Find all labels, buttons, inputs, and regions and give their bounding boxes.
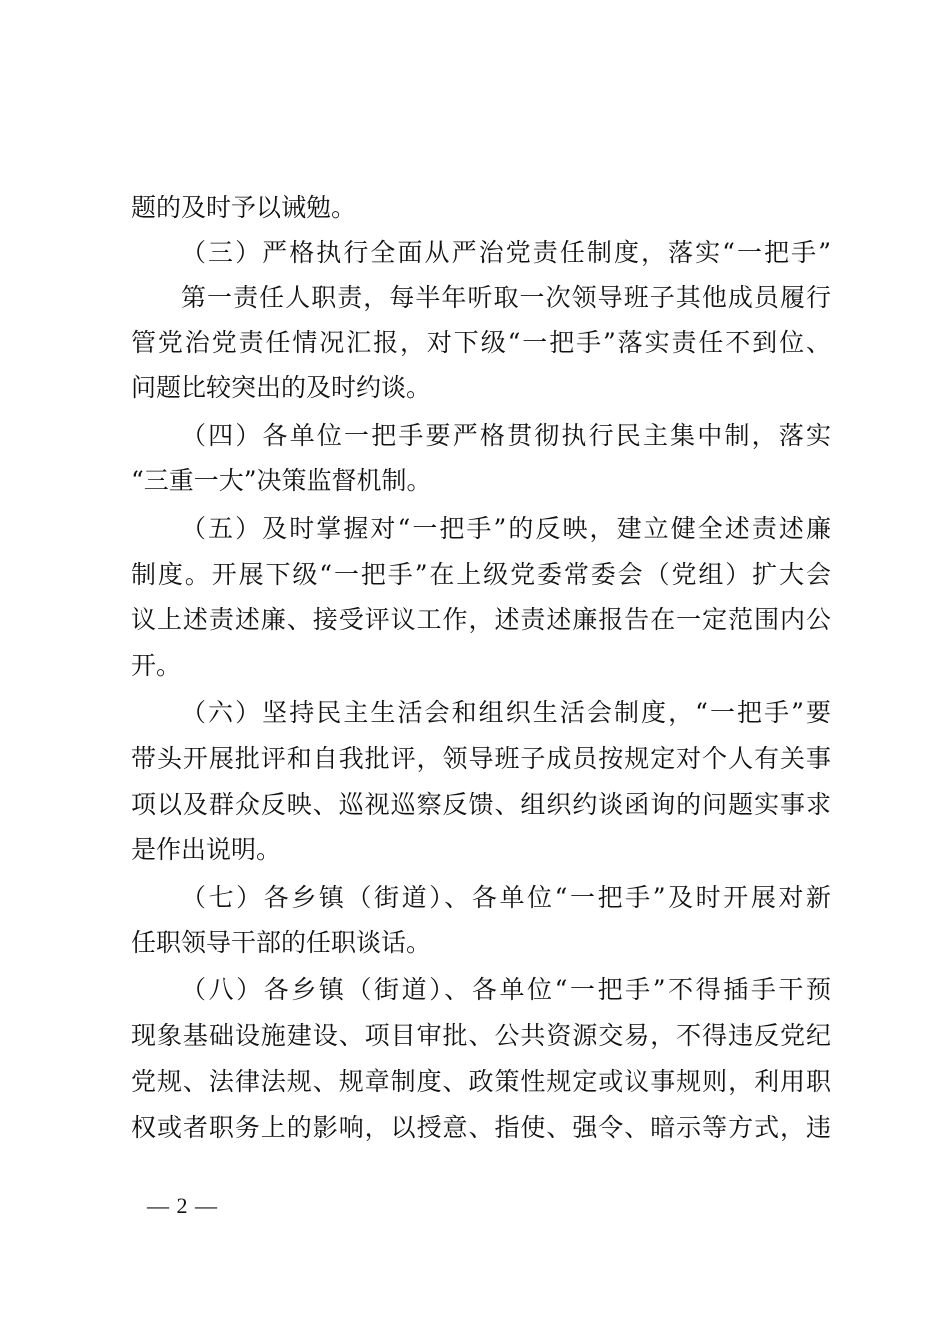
paragraph-line: （六）坚持民主生活会和组织生活会制度，“一把手”要 <box>181 698 831 727</box>
paragraph-line: 带头开展批评和自我批评，领导班子成员按规定对个人有关事 <box>131 744 831 773</box>
paragraph-line: 任职领导干部的任职谈话。 <box>131 928 432 957</box>
paragraph-line: 是作出说明。 <box>131 835 282 864</box>
paragraph-line: 开。 <box>131 651 182 680</box>
paragraph-line: 党规、法律法规、规章制度、政策性规定或议事规则，利用职 <box>131 1067 831 1096</box>
paragraph-line: 第一责任人职责，每半年听取一次领导班子其他成员履行 <box>181 283 831 312</box>
paragraph-line: （三）严格执行全面从严治党责任制度，落实“一把手” <box>181 238 831 267</box>
page-number: — 2 — <box>147 1193 218 1218</box>
paragraph-line: 问题比较突出的及时约谈。 <box>131 373 432 402</box>
paragraph-line: 题的及时予以诫勉。 <box>131 193 357 222</box>
paragraph-line: 现象基础设施建设、项目审批、公共资源交易，不得违反党纪 <box>131 1021 831 1050</box>
paragraph-line: （八）各乡镇（街道）、各单位“一把手”不得插手干预 <box>181 975 831 1004</box>
paragraph-line: 权或者职务上的影响，以授意、指使、强令、暗示等方式，违 <box>131 1113 831 1142</box>
paragraph-line: 议上述责述廉、接受评议工作，述责述廉报告在一定范围内公 <box>131 605 831 634</box>
paragraph-line: 制度。开展下级“一把手”在上级党委常委会（党组）扩大会 <box>131 560 831 589</box>
paragraph-line: “三重一大”决策监督机制。 <box>131 466 432 495</box>
paragraph-line: 管党治党责任情况汇报，对下级“一把手”落实责任不到位、 <box>131 328 831 357</box>
paragraph-line: （四）各单位一把手要严格贯彻执行民主集中制，落实 <box>181 421 831 450</box>
paragraph-line: 项以及群众反映、巡视巡察反馈、组织约谈函询的问题实事求 <box>131 790 831 819</box>
paragraph-line: （七）各乡镇（街道）、各单位“一把手”及时开展对新 <box>181 883 831 912</box>
paragraph-line: （五）及时掌握对“一把手”的反映，建立健全述责述廉 <box>181 514 831 543</box>
